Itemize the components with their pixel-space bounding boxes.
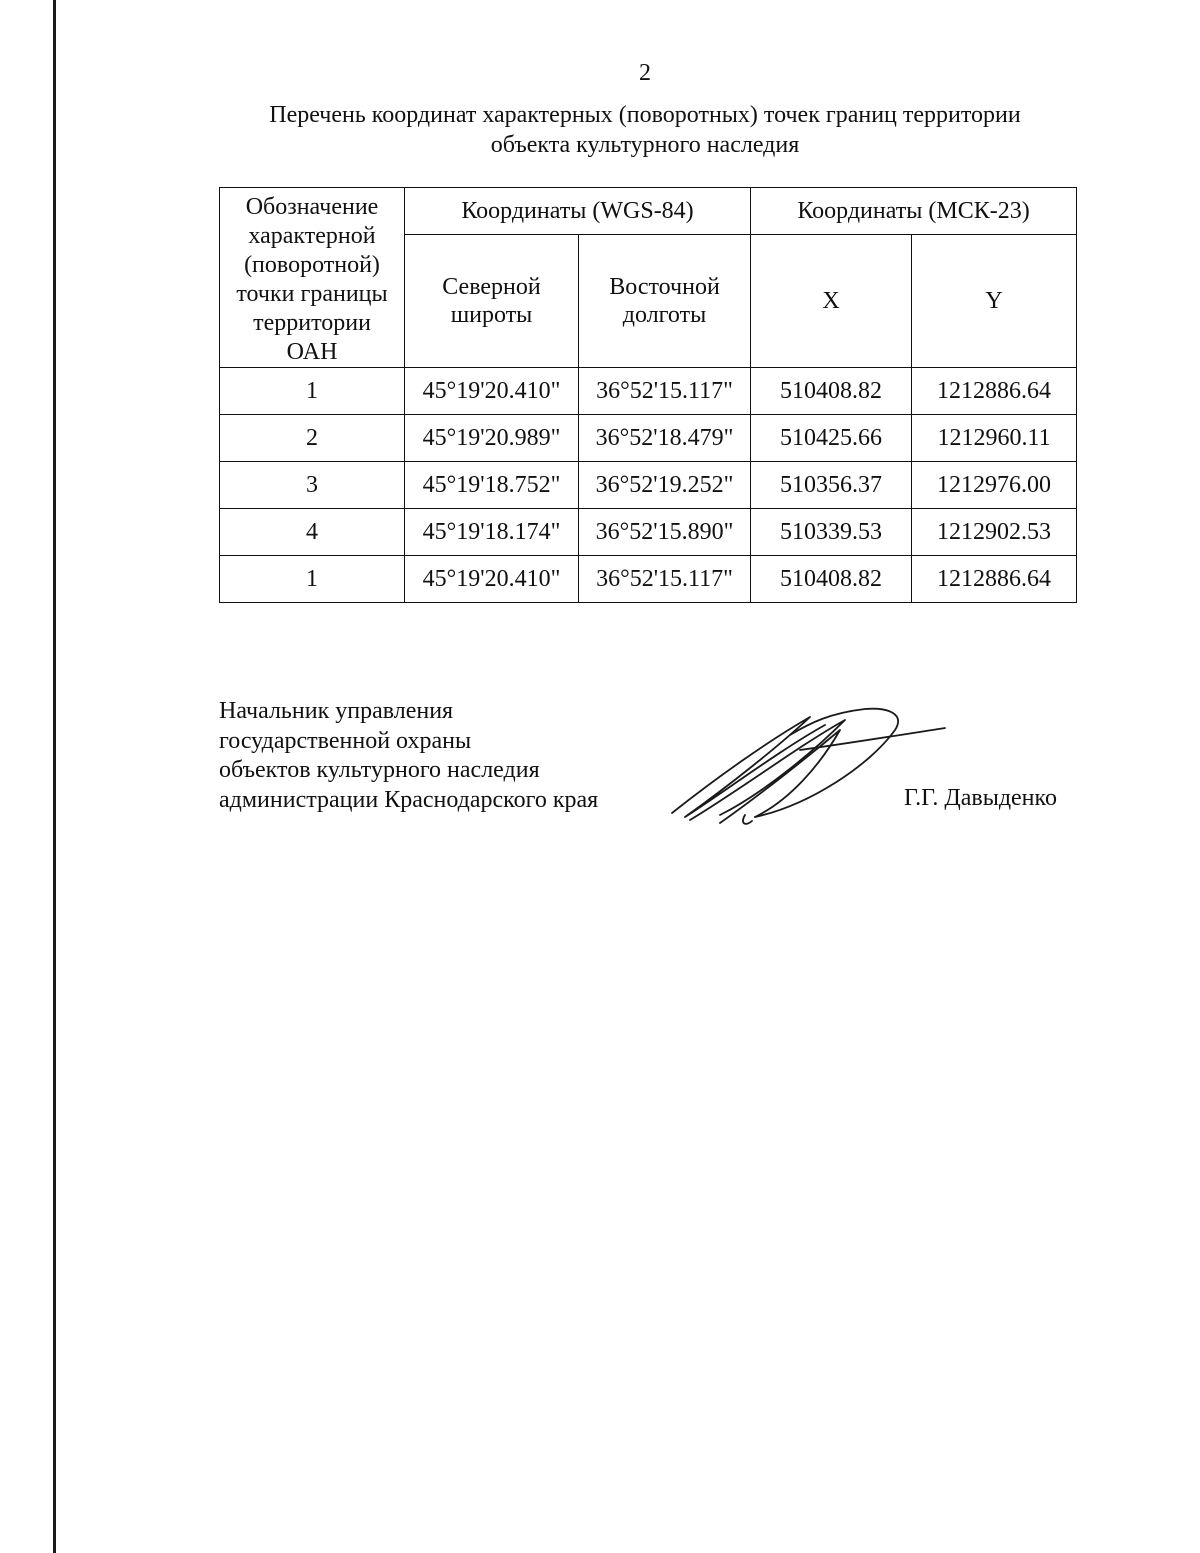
- header-point-line: характерной: [248, 223, 376, 249]
- signatory-position-line: объектов культурного наследия: [219, 757, 540, 783]
- cell-y: 1212902.53: [912, 509, 1077, 556]
- header-msk23-group: Координаты (МСК-23): [751, 188, 1077, 235]
- document-title-line-1: Перечень координат характерных (поворотных) точек границ территории: [269, 102, 1021, 128]
- signatory-position-line: государственной охраны: [219, 727, 472, 754]
- table-row: [220, 415, 1077, 462]
- header-latitude-line: Северной: [442, 273, 541, 300]
- header-y: Y: [912, 234, 1077, 367]
- cell-latitude: 45°19'18.174": [405, 509, 579, 556]
- header-point-line: ОАН: [286, 339, 338, 365]
- cell-point: 4: [220, 509, 405, 556]
- header-latitude: [405, 234, 579, 367]
- header-longitude-line: долготы: [622, 301, 707, 328]
- table-row: [220, 556, 1077, 603]
- header-point-line: территории: [253, 310, 371, 336]
- cell-point: 1: [220, 556, 405, 603]
- cell-latitude: 45°19'20.410": [405, 556, 579, 603]
- cell-x: 510339.53: [751, 509, 912, 556]
- page-number: 2: [639, 60, 651, 86]
- cell-x: 510408.82: [751, 368, 912, 415]
- header-point-line: точки границы: [236, 281, 388, 307]
- header-longitude: [579, 234, 751, 367]
- cell-y: 1212976.00: [912, 462, 1077, 509]
- header-longitude-line: Восточной: [609, 273, 720, 300]
- header-point-designation: [220, 188, 405, 368]
- table-row: [220, 368, 1077, 415]
- table-row: [220, 509, 1077, 556]
- cell-point: 2: [220, 415, 405, 462]
- cell-y: 1212960.11: [912, 415, 1077, 462]
- cell-longitude: 36°52'15.117": [579, 556, 751, 603]
- cell-y: 1212886.64: [912, 556, 1077, 603]
- cell-latitude: 45°19'20.410": [405, 368, 579, 415]
- table-header-row-groups: [220, 188, 1077, 235]
- page-left-edge-line: [53, 0, 56, 1553]
- header-point-line: (поворотной): [244, 252, 380, 278]
- coordinates-table: [219, 187, 1077, 603]
- signatory-position-line: Начальник управления: [219, 698, 454, 724]
- header-wgs84-group: Координаты (WGS-84): [405, 188, 751, 235]
- header-point-line: Обозначение: [245, 194, 379, 220]
- document-title: [230, 100, 1060, 160]
- cell-x: 510356.37: [751, 462, 912, 509]
- cell-longitude: 36°52'15.117": [579, 368, 751, 415]
- cell-point: 3: [220, 462, 405, 509]
- signatory-position-line: администрации Краснодарского края: [219, 786, 599, 813]
- cell-x: 510425.66: [751, 415, 912, 462]
- cell-point: 1: [220, 368, 405, 415]
- cell-x: 510408.82: [751, 556, 912, 603]
- handwritten-signature-icon: [660, 695, 950, 835]
- cell-longitude: 36°52'19.252": [579, 462, 751, 509]
- document-title-line-2: объекта культурного наследия: [490, 132, 800, 158]
- cell-latitude: 45°19'18.752": [405, 462, 579, 509]
- cell-longitude: 36°52'15.890": [579, 509, 751, 556]
- signer-name: Г.Г. Давыденко: [904, 785, 1057, 811]
- signatory-position: [219, 697, 598, 815]
- table-row: [220, 462, 1077, 509]
- cell-y: 1212886.64: [912, 368, 1077, 415]
- cell-longitude: 36°52'18.479": [579, 415, 751, 462]
- header-x: X: [751, 234, 912, 367]
- cell-latitude: 45°19'20.989": [405, 415, 579, 462]
- header-latitude-line: широты: [450, 301, 533, 328]
